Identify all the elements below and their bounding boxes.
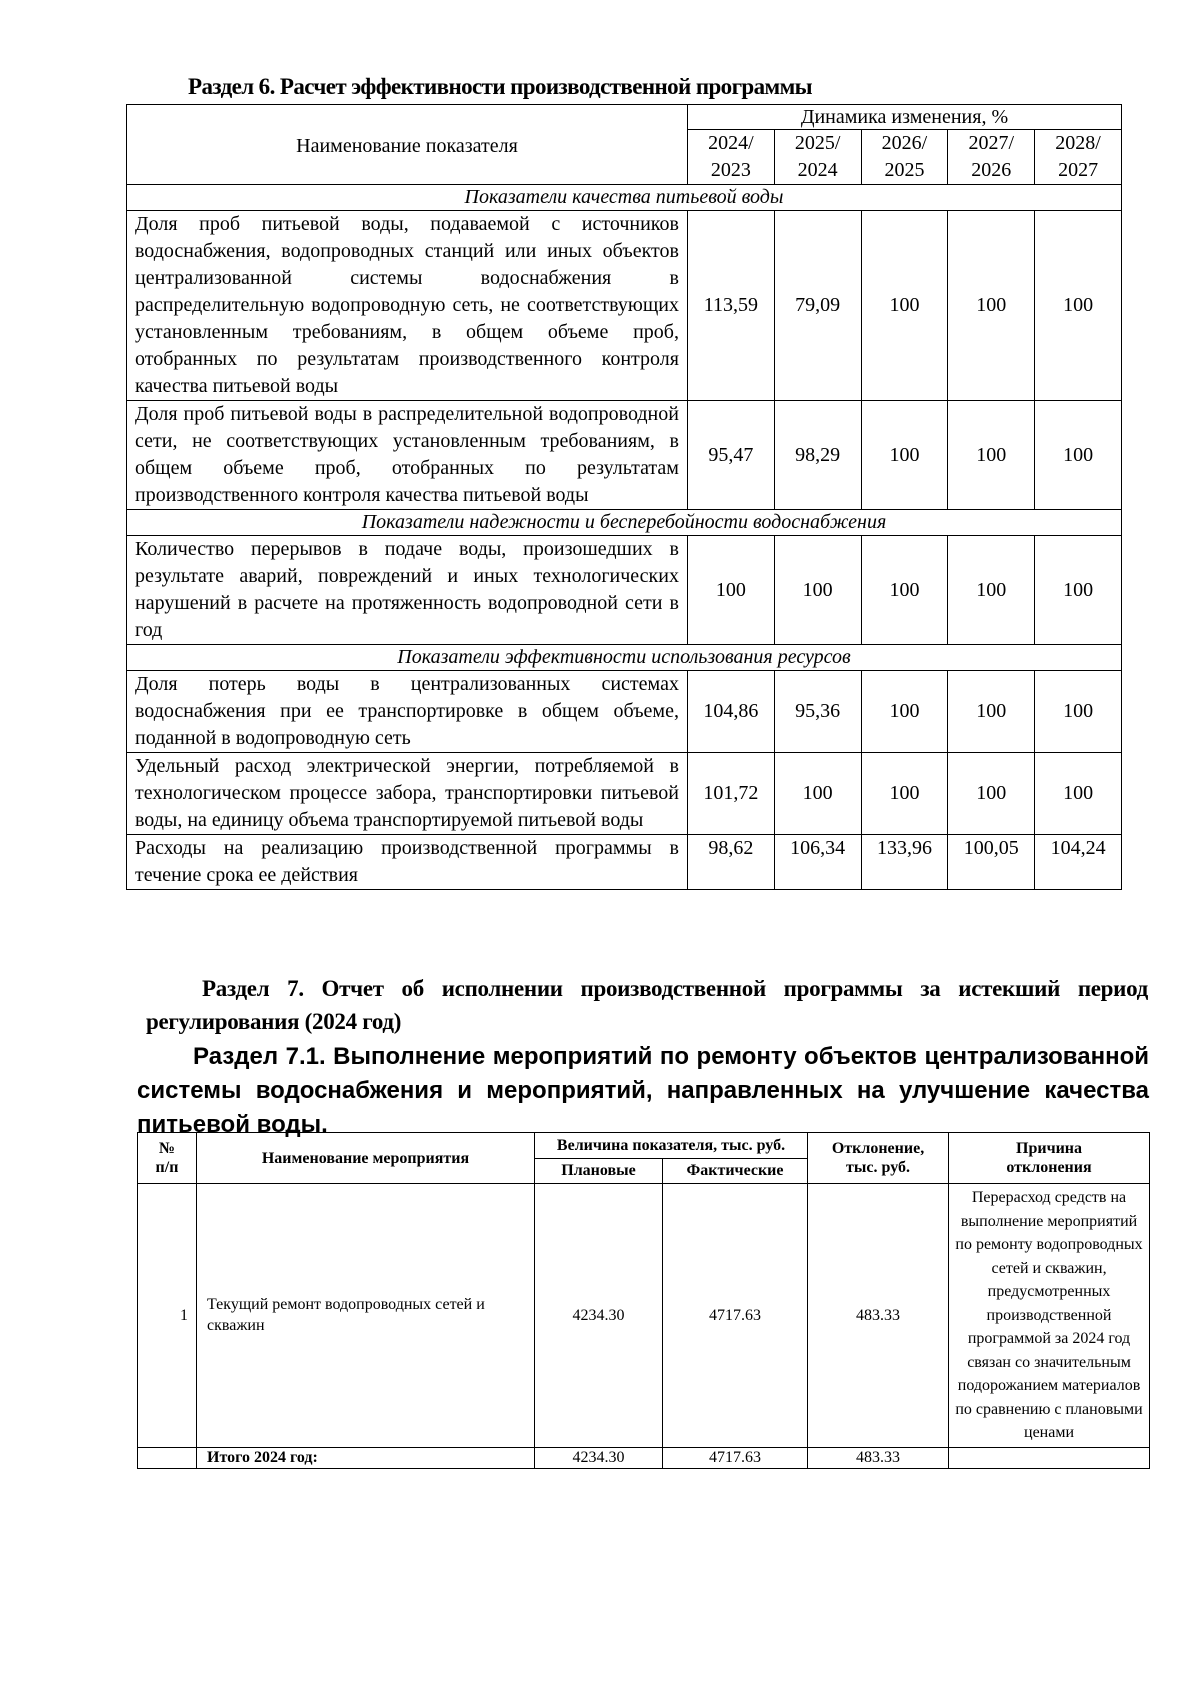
table-row — [127, 671, 1122, 753]
indicator-name-header: Наименование показателя — [127, 105, 688, 185]
group-row — [127, 185, 1122, 211]
section-7-1-title: Раздел 7.1. Выполнение мероприятий по ремонту объектов централизованной системы водоснабжения и мероприятий, направленных на улучшение качества питьевой воды. — [137, 1043, 1149, 1138]
value-cell: 95,47 — [687, 401, 774, 510]
value-cell: 98,29 — [774, 401, 861, 510]
group-title: Показатели качества питьевой воды — [127, 185, 1122, 211]
value-cell: 100,05 — [948, 835, 1035, 890]
table-row — [127, 211, 1122, 401]
total-actual: 4717.63 — [663, 1447, 808, 1468]
actual-value: 4717.63 — [663, 1184, 808, 1448]
value-cell: 79,09 — [774, 211, 861, 401]
value-cell: 100 — [1035, 401, 1122, 510]
deviation-value: 483.33 — [808, 1184, 949, 1448]
value-cell: 95,36 — [774, 671, 861, 753]
year-header: 2027/ 2026 — [948, 130, 1035, 185]
activity-name-header: Наименование мероприятия — [197, 1133, 535, 1184]
total-label: Итого 2024 год: — [197, 1447, 535, 1468]
value-cell: 100 — [948, 536, 1035, 645]
value-cell: 100 — [948, 401, 1035, 510]
table-row — [127, 536, 1122, 645]
value-cell: 100 — [774, 536, 861, 645]
indicator-name: Расходы на реализацию производственной программы в течение срока ее действия — [127, 835, 688, 890]
group-row — [127, 645, 1122, 671]
value-cell: 100 — [1035, 536, 1122, 645]
indicator-name: Удельный расход электрической энергии, потребляемой в технологическом процессе забора, транспортировки питьевой воды, на единицу объема транспортируемой питьевой воды — [127, 753, 688, 835]
value-cell: 100 — [948, 671, 1035, 753]
activity-name: Текущий ремонт водопроводных сетей и скважин — [197, 1184, 535, 1448]
indicator-name: Доля потерь воды в централизованных системах водоснабжения при ее транспортировке в общем объеме, поданной в водопроводную сеть — [127, 671, 688, 753]
value-cell: 104,86 — [687, 671, 774, 753]
section-6-title: Раздел 6. Расчет эффективности производственной программы — [188, 74, 813, 99]
section-7-title: Раздел 7. Отчет об исполнении производственной программы за истекший период регулирования (2024 год) — [146, 976, 1148, 1034]
value-cell: 104,24 — [1035, 835, 1122, 890]
number-header: № п/п — [138, 1133, 197, 1184]
value-cell: 100 — [687, 536, 774, 645]
value-cell: 100 — [1035, 211, 1122, 401]
table-row — [127, 835, 1122, 890]
value-cell: 100 — [861, 536, 948, 645]
year-header: 2025/ 2024 — [774, 130, 861, 185]
value-cell: 100 — [1035, 671, 1122, 753]
table-row — [127, 753, 1122, 835]
total-row — [138, 1447, 1150, 1468]
value-cell: 100 — [1035, 753, 1122, 835]
value-cell: 101,72 — [687, 753, 774, 835]
value-cell: 100 — [861, 671, 948, 753]
deviation-header: Отклонение, тыс. руб. — [808, 1133, 949, 1184]
deviation-reason: Перерасход средств на выполнение мероприятий по ремонту водопроводных сетей и скважин, предусмотренных производственной программой за 2024 год связан со значительным подорожанием материалов по сравнению с плановыми ценами — [949, 1184, 1150, 1448]
value-cell: 98,62 — [687, 835, 774, 890]
repair-activities-table — [137, 1132, 1150, 1469]
total-reason-empty — [949, 1447, 1150, 1468]
indicator-name: Доля проб питьевой воды, подаваемой с источников водоснабжения, водопроводных станций или иных объектов централизованной системы водоснабжения в распределительную водопроводную сеть, не соответствующих установленным требованиям, в общем объеме проб, отобранных по результатам производственного контроля качества питьевой воды — [127, 211, 688, 401]
year-header: 2028/ 2027 — [1035, 130, 1122, 185]
value-cell: 133,96 — [861, 835, 948, 890]
year-header: 2026/ 2025 — [861, 130, 948, 185]
dynamics-header: Динамика изменения, % — [687, 105, 1121, 130]
row-number: 1 — [138, 1184, 197, 1448]
total-deviation: 483.33 — [808, 1447, 949, 1468]
planned-value: 4234.30 — [535, 1184, 663, 1448]
value-cell: 100 — [948, 753, 1035, 835]
reason-header: Причина отклонения — [949, 1133, 1150, 1184]
planned-header: Плановые — [535, 1158, 663, 1184]
year-header: 2024/ 2023 — [687, 130, 774, 185]
value-cell: 100 — [948, 211, 1035, 401]
value-cell: 100 — [861, 753, 948, 835]
indicator-name: Доля проб питьевой воды в распределительной водопроводной сети, не соответствующих установленным требованиям, в общем объеме проб, отобранных по результатам производственного контроля качества питьевой воды — [127, 401, 688, 510]
total-planned: 4234.30 — [535, 1447, 663, 1468]
total-empty-cell — [138, 1447, 197, 1468]
indicator-name: Количество перерывов в подаче воды, произошедших в результате аварий, повреждений и иных технологических нарушений в расчете на протяженность водопроводной сети в год — [127, 536, 688, 645]
actual-header: Фактические — [663, 1158, 808, 1184]
table-row — [138, 1184, 1150, 1448]
value-header: Величина показателя, тыс. руб. — [535, 1133, 808, 1159]
group-title: Показатели надежности и бесперебойности водоснабжения — [127, 510, 1122, 536]
group-title: Показатели эффективности использования ресурсов — [127, 645, 1122, 671]
value-cell: 113,59 — [687, 211, 774, 401]
table-row — [127, 401, 1122, 510]
group-row — [127, 510, 1122, 536]
efficiency-table — [126, 104, 1122, 890]
value-cell: 100 — [861, 401, 948, 510]
value-cell: 100 — [861, 211, 948, 401]
value-cell: 106,34 — [774, 835, 861, 890]
value-cell: 100 — [774, 753, 861, 835]
